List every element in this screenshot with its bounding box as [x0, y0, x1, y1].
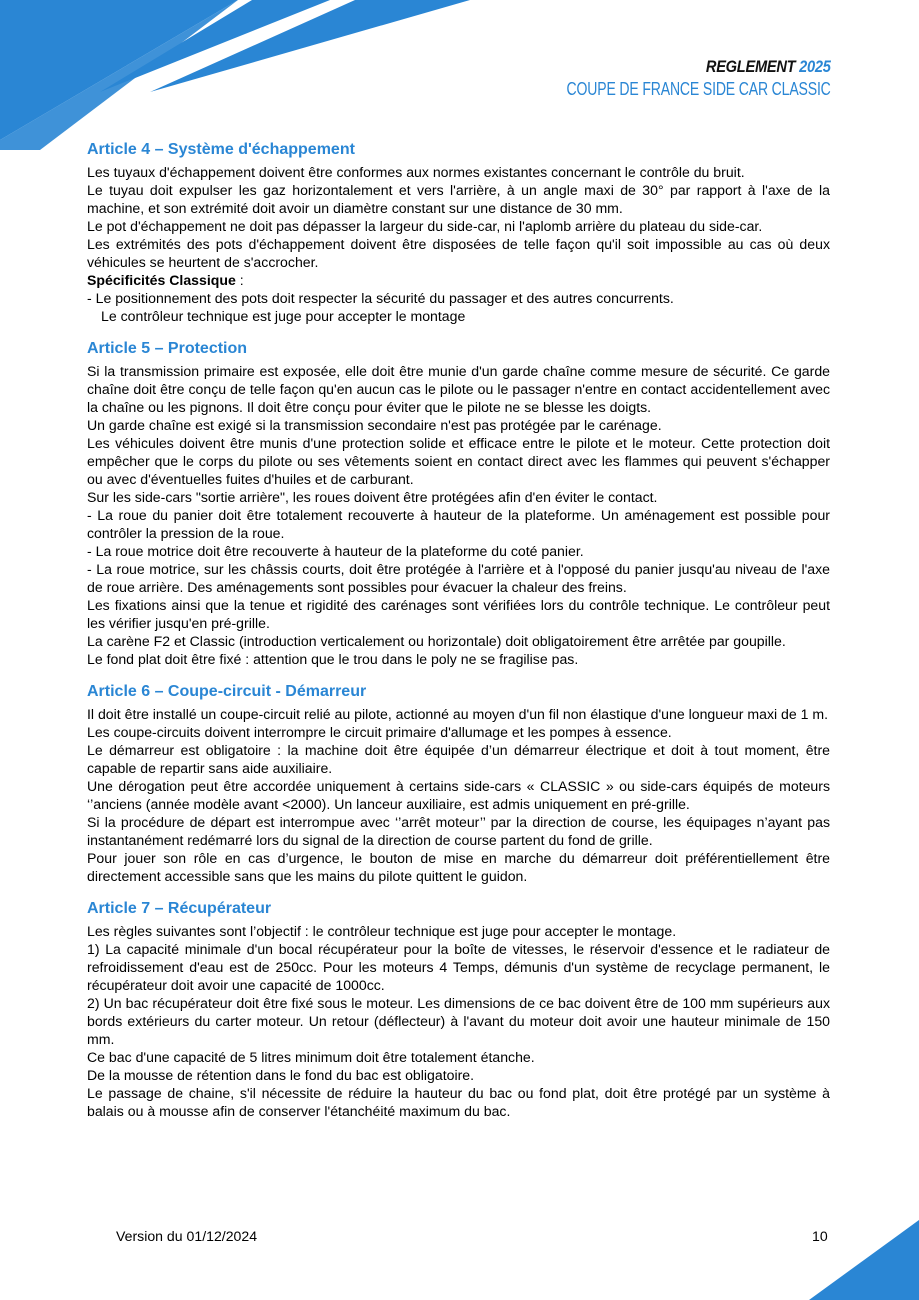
paragraph: Les tuyaux d'échappement doivent être conformes aux normes existantes concernant le contrôle du bruit. — [87, 164, 745, 180]
article-6 — [87, 682, 830, 885]
paragraph: Si la procédure de départ est interrompue avec ‘’arrêt moteur’’ par la direction de course, les équipages n’ayant pas instantanément redémarré lors du signal de la direction de course partent du fond de grille. — [87, 814, 830, 848]
paragraph: 1) La capacité minimale d'un bocal récupérateur pour la boîte de vitesses, le réservoir d'essence et le radiateur de refroidissement d'eau est de 250cc. Pour les moteurs 4 Temps, démunis d'un système de recyclage permanent, le récupérateur doit avoir une capacité de 1000cc. — [87, 941, 830, 993]
article-6-title: Article 6 – Coupe-circuit - Démarreur — [87, 683, 367, 700]
paragraph: Le fond plat doit être fixé : attention que le trou dans le poly ne se fragilise pas. — [87, 651, 579, 667]
paragraph: Le pot d'échappement ne doit pas dépasser la largeur du side-car, ni l'aplomb arrière du plateau du side-car. — [87, 218, 763, 234]
paragraph: Les règles suivantes sont l’objectif : le contrôleur technique est juge pour accepter le montage. — [87, 923, 677, 939]
article-7 — [87, 899, 830, 1120]
paragraph: - La roue du panier doit être totalement recouverte à hauteur de la plateforme. Un aménagement est possible pour contrôler la pression de la roue. — [87, 507, 830, 541]
header-title-year: 2025 — [799, 57, 831, 76]
paragraph: La carène F2 et Classic (introduction verticalement ou horizontale) doit obligatoirement être arrêtée par goupille. — [87, 633, 786, 649]
paragraph: Pour jouer son rôle en cas d’urgence, le bouton de mise en marche du démarreur doit préférentiellement être directement accessible sans que les mains du pilote quittent le guidon. — [87, 850, 830, 884]
paragraph: Les véhicules doivent être munis d'une protection solide et efficace entre le pilote et le moteur. Cette protection doit empêcher que le corps du pilote ou ses vêtements soient en contact direct avec les flammes qui peuvent s'échapper ou avec d'éventuelles fuites d'huiles et de carburant. — [87, 435, 830, 487]
paragraph: Ce bac d'une capacité de 5 litres minimum doit être totalement étanche. — [87, 1049, 535, 1065]
paragraph: Si la transmission primaire est exposée, elle doit être munie d'un garde chaîne comme mesure de sécurité. Ce garde chaîne doit être conçu de telle façon qu'en aucun cas le pilote ou le passager n'entre en contact accidentellement avec la chaîne ou les pignons. Il doit être conçu pour éviter que le pilote ne se blesse les doigts. — [87, 363, 830, 415]
paragraph: Un garde chaîne est exigé si la transmission secondaire n'est pas protégée par le carénage. — [87, 417, 662, 433]
article-5-title: Article 5 – Protection — [87, 340, 248, 357]
header-decoration — [0, 0, 480, 150]
paragraph: Les extrémités des pots d'échappement doivent être disposées de telle façon qu'il soit impossible au cas où deux véhicules se heurtent de s'accrocher. — [87, 236, 830, 270]
specificites-heading — [87, 271, 830, 289]
document-body — [87, 140, 830, 1134]
paragraph: - La roue motrice, sur les châssis courts, doit être protégée à l'arrière et à l'opposé du panier jusqu'au niveau de l'axe de roue arrière. Des aménagements sont possibles pour évacuer la chaleur des freins. — [87, 561, 830, 595]
specificites-label: Spécificités Classique — [87, 272, 236, 288]
article-4-title: Article 4 – Système d'échappement — [87, 141, 355, 158]
paragraph: - La roue motrice doit être recouverte à hauteur de la plateforme du coté panier. — [87, 543, 584, 559]
paragraph: Les coupe-circuits doivent interrompre le circuit primaire d'allumage et les pompes à essence. — [87, 724, 672, 740]
paragraph: Le passage de chaine, s'il nécessite de réduire la hauteur du bac ou fond plat, doit être protégé par un système à balais ou à mousse afin de conserver l'étanchéité maximum du bac. — [87, 1085, 830, 1119]
specificites-colon: : — [235, 272, 244, 288]
paragraph: Les fixations ainsi que la tenue et rigidité des carénages sont vérifiées lors du contrôle technique. Le contrôleur peut les vérifier jusqu'en pré-grille. — [87, 597, 830, 631]
paragraph: Le contrôleur technique est juge pour accepter le montage — [101, 308, 466, 324]
paragraph: Sur les side-cars "sortie arrière", les roues doivent être protégées afin d'en éviter le contact. — [87, 489, 658, 505]
paragraph: Le tuyau doit expulser les gaz horizontalement et vers l'arrière, à un angle maxi de 30° par rapport à l'axe de la machine, et son extrémité doit avoir un diamètre constant sur une distance de 30 mm. — [87, 182, 830, 216]
page-header — [492, 56, 831, 100]
header-title-main: REGLEMENT — [706, 57, 796, 76]
header-subtitle: COUPE DE FRANCE SIDE CAR CLASSIC — [566, 79, 831, 99]
header-title — [540, 56, 831, 78]
article-7-title: Article 7 – Récupérateur — [87, 900, 272, 917]
paragraph: De la mousse de rétention dans le fond du bac est obligatoire. — [87, 1067, 475, 1083]
paragraph: Une dérogation peut être accordée uniquement à certains side-cars « CLASSIC » ou side-cars équipés de moteurs ‘’anciens (année modèle avant <2000). Un lanceur auxiliaire, est admis uniquement en pré-grille. — [87, 778, 830, 812]
footer-version: Version du 01/12/2024 — [116, 1228, 258, 1244]
paragraph: Il doit être installé un coupe-circuit relié au pilote, actionné au moyen d'un fil non élastique d'une longueur maxi de 1 m. — [87, 706, 829, 722]
article-4 — [87, 140, 830, 325]
paragraph: 2) Un bac récupérateur doit être fixé sous le moteur. Les dimensions de ce bac doivent être de 100 mm supérieurs aux bords extérieurs du carter moteur. Un retour (déflecteur) à l'avant du moteur doit avoir une hauteur minimale de 150 mm. — [87, 995, 830, 1047]
article-5 — [87, 339, 830, 668]
paragraph: Le démarreur est obligatoire : la machine doit être équipée d’un démarreur électrique et doit à tout moment, être capable de repartir sans aide auxiliaire. — [87, 742, 830, 776]
list-item: - Le positionnement des pots doit respecter la sécurité du passager et des autres concurrents. — [87, 290, 674, 306]
page-number: 10 — [812, 1228, 828, 1244]
